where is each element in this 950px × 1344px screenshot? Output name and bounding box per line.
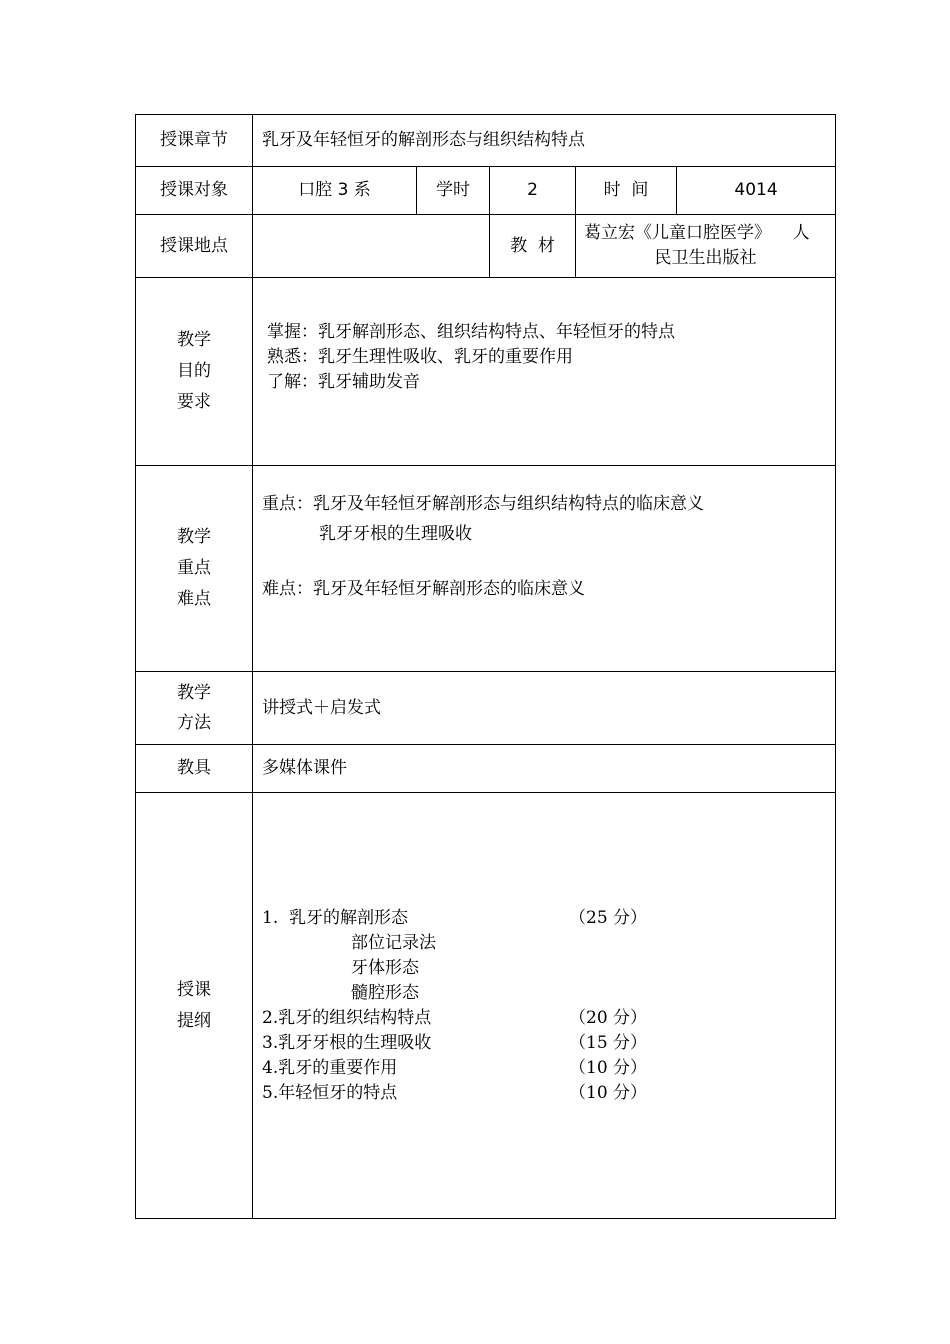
chapter-row — [136, 115, 836, 167]
focus-prefix: 重点： — [262, 494, 313, 514]
outline-row — [136, 793, 836, 1219]
objectives-label — [136, 278, 253, 466]
objective-master: 掌握：乳牙解剖形态、组织结构特点、年轻恒牙的特点 — [267, 322, 675, 342]
objective-familiar: 熟悉：乳牙生理性吸收、乳牙的重要作用 — [267, 347, 573, 367]
tools-value: 多媒体课件 — [253, 745, 836, 793]
outline-item-3-time: （15 分） — [569, 1032, 648, 1053]
objectives-label-2: 目的 — [177, 361, 211, 381]
time-label: 时 间 — [576, 167, 677, 215]
method-label-1: 教学 — [177, 683, 211, 703]
chapter-value: 乳牙及年轻恒牙的解剖形态与组织结构特点 — [253, 115, 836, 167]
time-value: 4014 — [677, 167, 836, 215]
outline-item-4-time: （10 分） — [569, 1057, 648, 1078]
target-label: 授课对象 — [136, 167, 253, 215]
outline-item-3-text: 3.乳牙牙根的生理吸收 — [262, 1032, 432, 1053]
tools-row — [136, 745, 836, 793]
outline-subitem-3: 髓腔形态 — [351, 982, 419, 1003]
outline-label-1: 授课 — [177, 979, 211, 1000]
key-points-label-3: 难点 — [177, 589, 211, 609]
outline-item-4 — [262, 1056, 835, 1081]
lesson-plan-table — [135, 114, 836, 1219]
target-row — [136, 167, 836, 215]
outline-item-2-time: （20 分） — [569, 1007, 648, 1028]
outline-label — [136, 793, 253, 1219]
outline-item-5-time: （10 分） — [569, 1082, 648, 1103]
outline-item-4-text: 4.乳牙的重要作用 — [262, 1057, 398, 1078]
objective-understand: 了解：乳牙辅助发音 — [267, 372, 420, 392]
textbook-label: 教 材 — [490, 215, 576, 278]
objectives-content — [253, 278, 836, 466]
method-value: 讲授式＋启发式 — [253, 672, 836, 745]
location-value — [253, 215, 490, 278]
focus-item-1: 乳牙及年轻恒牙解剖形态与组织结构特点的临床意义 — [313, 494, 704, 514]
hours-label: 学时 — [417, 167, 490, 215]
key-points-label-1: 教学 — [177, 527, 211, 547]
outline-subitem-2: 牙体形态 — [351, 957, 419, 978]
method-row — [136, 672, 836, 745]
key-points-content — [253, 466, 836, 672]
outline-item-2 — [262, 1006, 835, 1031]
focus-item-2: 乳牙牙根的生理吸收 — [319, 524, 472, 544]
hours-value: 2 — [490, 167, 576, 215]
outline-item-1-text: 1. 乳牙的解剖形态 — [262, 907, 409, 928]
key-points-label-2: 重点 — [177, 558, 211, 578]
outline-item-1-time: （25 分） — [569, 907, 648, 928]
target-value: 口腔 3 系 — [253, 167, 417, 215]
focus-line-1 — [262, 489, 835, 519]
outline-subitem-1: 部位记录法 — [351, 932, 436, 953]
objectives-row — [136, 278, 836, 466]
outline-item-5 — [262, 1081, 835, 1106]
method-label — [136, 672, 253, 745]
textbook-line-2: 民卫生出版社 — [654, 248, 757, 268]
tools-label: 教具 — [136, 745, 253, 793]
outline-content — [253, 793, 836, 1219]
key-points-row — [136, 466, 836, 672]
location-label: 授课地点 — [136, 215, 253, 278]
outline-item-2-text: 2.乳牙的组织结构特点 — [262, 1007, 432, 1028]
location-row — [136, 215, 836, 278]
objectives-label-3: 要求 — [177, 392, 211, 412]
outline-item-1 — [262, 906, 835, 931]
objectives-label-1: 教学 — [177, 330, 211, 350]
outline-item-5-text: 5.年轻恒牙的特点 — [262, 1082, 398, 1103]
outline-label-2: 提纲 — [177, 1010, 211, 1031]
chapter-label: 授课章节 — [136, 115, 253, 167]
difficulty-line: 难点：乳牙及年轻恒牙解剖形态的临床意义 — [262, 579, 585, 599]
key-points-label — [136, 466, 253, 672]
method-label-2: 方法 — [177, 713, 211, 733]
textbook-line-1: 葛立宏《儿童口腔医学》 人 — [584, 223, 810, 243]
textbook-value — [576, 215, 836, 278]
outline-item-3 — [262, 1031, 835, 1056]
